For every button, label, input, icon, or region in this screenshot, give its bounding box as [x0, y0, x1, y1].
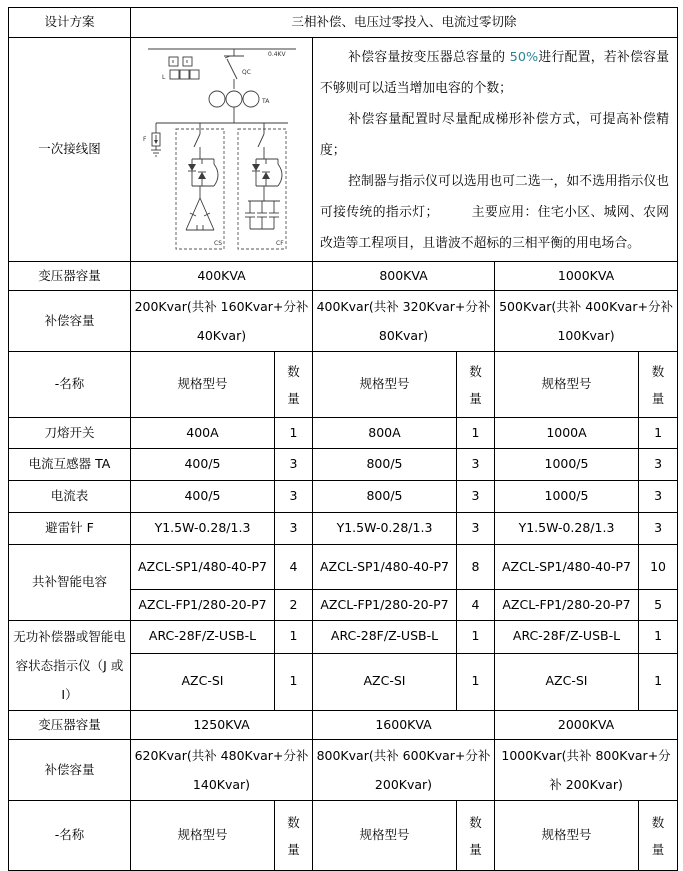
transformer-capacity-row-2: [9, 711, 678, 740]
spec-cell: AZCL-FP1/280-20-P7: [313, 590, 457, 621]
qty-cell: 3: [275, 481, 313, 513]
spec-cell: ARC-28F/Z-USB-L: [495, 621, 639, 654]
item-name: 刀熔开关: [9, 418, 131, 449]
spec-cell: Y1.5W-0.28/1.3: [131, 513, 275, 545]
qty-cell: 2: [275, 590, 313, 621]
notes-applications: 主要应用：住宅小区、城网、农网改造等工程项目，且谐波不超标的三相平衡的用电场合。: [320, 205, 670, 251]
spec-cell: Y1.5W-0.28/1.3: [313, 513, 457, 545]
header-name: -名称: [9, 801, 131, 871]
header-qty: 数量: [457, 352, 495, 418]
column-header-row-2: [9, 801, 678, 871]
qty-cell: 1: [275, 653, 313, 710]
meter-l-label: L: [161, 74, 165, 82]
spec-cell: 400/5: [131, 449, 275, 481]
table-row: [9, 481, 678, 513]
item-name: 电流表: [9, 481, 131, 513]
header-qty: 数量: [457, 801, 495, 871]
transformer-capacity-label: 变压器容量: [9, 711, 131, 740]
qty-cell: 1: [457, 621, 495, 654]
spec-cell: 400/5: [131, 481, 275, 513]
qty-cell: 3: [275, 513, 313, 545]
item-name: 避雷针 F: [9, 513, 131, 545]
spec-cell: ARC-28F/Z-USB-L: [313, 621, 457, 654]
table-row: [9, 449, 678, 481]
table-row: [9, 621, 678, 654]
transformer-capacity-row-1: [9, 262, 678, 291]
spec-cell: 800/5: [313, 481, 457, 513]
qty-cell: 1: [457, 653, 495, 710]
header-spec: 规格型号: [131, 352, 275, 418]
meter-panel: [162, 57, 199, 81]
compensation-capacity-value: 400Kvar(共补 320Kvar+分补 80Kvar): [313, 291, 495, 352]
spec-cell: 1000/5: [495, 481, 639, 513]
spec-cell: AZCL-SP1/480-40-P7: [495, 545, 639, 590]
compensation-capacity-value: 1000Kvar(共补 800Kvar+分补 200Kvar): [495, 740, 678, 801]
design-scheme-label: 设计方案: [9, 8, 131, 38]
transformer-capacity-value: 800KVA: [313, 262, 495, 291]
qty-cell: 8: [457, 545, 495, 590]
item-name: 电流互感器 TA: [9, 449, 131, 481]
qty-cell: 3: [457, 449, 495, 481]
notes-percentage: 50%: [509, 50, 539, 65]
compensation-capacity-label: 补偿容量: [9, 740, 131, 801]
spec-cell: AZC-SI: [313, 653, 457, 710]
header-qty: 数量: [639, 352, 678, 418]
spec-cell: Y1.5W-0.28/1.3: [495, 513, 639, 545]
spec-cell: 800A: [313, 418, 457, 449]
spec-cell: AZCL-SP1/480-40-P7: [313, 545, 457, 590]
qty-cell: 1: [457, 418, 495, 449]
qty-cell: 1: [275, 621, 313, 654]
design-scheme-value: 三相补偿、电压过零投入、电流过零切除: [131, 8, 678, 38]
compensation-capacity-value: 500Kvar(共补 400Kvar+分补 100Kvar): [495, 291, 678, 352]
spec-cell: 400A: [131, 418, 275, 449]
header-spec: 规格型号: [495, 801, 639, 871]
qty-cell: 1: [639, 621, 678, 654]
notes-paragraph-2: 补偿容量配置时尽量配成梯形补偿方式，可提高补偿精度；: [320, 112, 670, 158]
qty-cell: 1: [639, 418, 678, 449]
qty-cell: 1: [275, 418, 313, 449]
header-name: -名称: [9, 352, 131, 418]
notes-paragraph-3: 控制器与指示仪可以选用也可二选一，如不选用指示仪也可接传统的指示灯； 主要应用：住宅小区、城网、农网改造等工程项目，且谐波不超标的三相平衡的用电场合。: [320, 174, 670, 251]
transformer-capacity-value: 1000KVA: [495, 262, 678, 291]
cf-label: CF: [275, 240, 284, 248]
voltage-label: 0.4KV: [267, 51, 286, 59]
qty-cell: 3: [639, 481, 678, 513]
transformer-capacity-value: 1600KVA: [313, 711, 495, 740]
qty-cell: 3: [639, 513, 678, 545]
qty-cell: 3: [639, 449, 678, 481]
one-line-diagram: [142, 41, 302, 253]
qty-cell: 10: [639, 545, 678, 590]
cf-branch-box: [238, 123, 286, 249]
spec-cell: 1000/5: [495, 449, 639, 481]
notes-paragraph-1: 补偿容量按变压器总容量的 50%进行配置，若补偿容量不够则可以适当增加电容的个数；: [320, 50, 670, 96]
qty-cell: 3: [275, 449, 313, 481]
compensation-capacity-row-2: [9, 740, 678, 801]
qty-cell: 4: [457, 590, 495, 621]
one-line-diagram-cell: [131, 38, 313, 262]
ta-ct-group: [209, 91, 259, 123]
qty-cell: 3: [457, 513, 495, 545]
compensation-capacity-row-1: [9, 291, 678, 352]
wiring-notes: [313, 38, 678, 262]
column-header-row-1: [9, 352, 678, 418]
spec-cell: 800/5: [313, 449, 457, 481]
spec-cell: AZC-SI: [131, 653, 275, 710]
compensation-capacity-label: 补偿容量: [9, 291, 131, 352]
compensation-capacity-value: 200Kvar(共补 160Kvar+分补 40Kvar): [131, 291, 313, 352]
compensation-capacity-value: 800Kvar(共补 600Kvar+分补 200Kvar): [313, 740, 495, 801]
f-label: F: [142, 136, 146, 144]
header-spec: 规格型号: [131, 801, 275, 871]
design-scheme-row: [9, 8, 678, 38]
table-row: [9, 513, 678, 545]
header-spec: 规格型号: [495, 352, 639, 418]
spec-cell: 1000A: [495, 418, 639, 449]
cs-branch-box: [176, 123, 224, 249]
compensation-capacity-value: 620Kvar(共补 480Kvar+分补 140Kvar): [131, 740, 313, 801]
qc-switch: [225, 56, 237, 89]
item-name: 无功补偿器或智能电容状态指示仪（J 或 I）: [9, 621, 131, 711]
transformer-capacity-value: 1250KVA: [131, 711, 313, 740]
spec-cell: AZC-SI: [495, 653, 639, 710]
table-row: [9, 418, 678, 449]
qty-cell: 3: [457, 481, 495, 513]
header-qty: 数量: [639, 801, 678, 871]
header-spec: 规格型号: [313, 801, 457, 871]
item-name: 共补智能电容: [9, 545, 131, 621]
spec-table: [8, 7, 678, 871]
header-spec: 规格型号: [313, 352, 457, 418]
header-qty: 数量: [275, 352, 313, 418]
spec-cell: AZCL-FP1/280-20-P7: [495, 590, 639, 621]
qty-cell: 1: [639, 653, 678, 710]
transformer-capacity-value: 400KVA: [131, 262, 313, 291]
transformer-capacity-label: 变压器容量: [9, 262, 131, 291]
wiring-label: 一次接线图: [9, 38, 131, 262]
spec-cell: AZCL-SP1/480-40-P7: [131, 545, 275, 590]
table-row: [9, 545, 678, 590]
spec-cell: AZCL-FP1/280-20-P7: [131, 590, 275, 621]
transformer-capacity-value: 2000KVA: [495, 711, 678, 740]
arrester-f: [151, 123, 161, 156]
qty-cell: 4: [275, 545, 313, 590]
ta-label: TA: [261, 98, 269, 106]
header-qty: 数量: [275, 801, 313, 871]
spec-cell: ARC-28F/Z-USB-L: [131, 621, 275, 654]
wiring-row: [9, 38, 678, 262]
cs-label: CS: [213, 240, 222, 248]
qc-label: QC: [241, 69, 251, 77]
qty-cell: 5: [639, 590, 678, 621]
